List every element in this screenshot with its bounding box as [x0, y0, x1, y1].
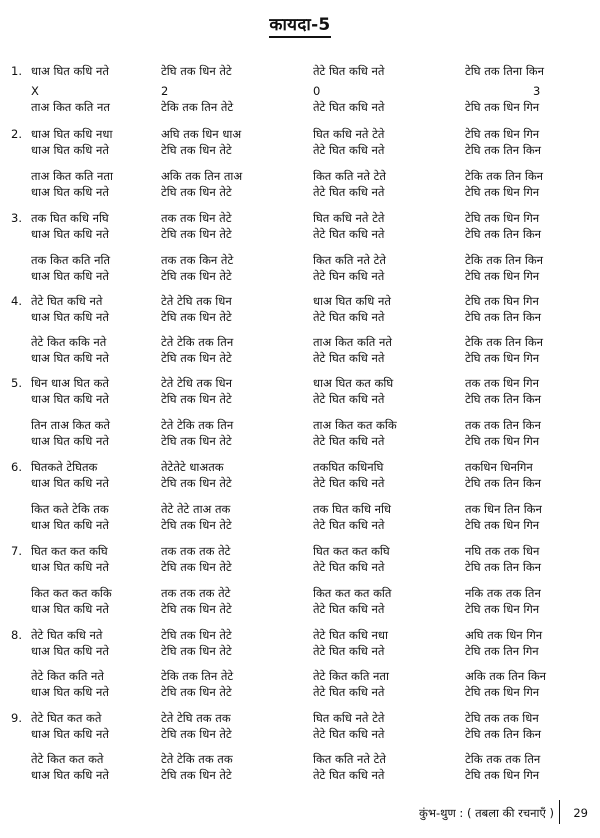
bol-phrase: धाअ घित कधि नते: [31, 768, 109, 782]
bol-phrase: टेघि तक धिन तेटे: [161, 560, 232, 574]
kayda-row: [0, 334, 600, 351]
bol-phrase: टेघि तक धिन गिन: [465, 602, 540, 616]
bol-phrase: तेटे घित कधि नते: [313, 434, 385, 448]
bol-phrase: तेटे कित कत कते: [31, 752, 104, 766]
bol-phrase: ताअ कित कति नत: [31, 100, 110, 114]
bol-phrase: टेघि तक धिन तेटे: [161, 310, 232, 324]
bol-phrase: अकि तक तिन ताअ: [161, 169, 243, 183]
kayda-row: [0, 99, 600, 116]
bol-phrase: टेकि तक तिन तेटे: [161, 669, 234, 683]
bol-phrase: घित कधि नते टेते: [313, 711, 385, 725]
bol-phrase: धाअ घित कधि नते: [31, 476, 109, 490]
bol-phrase: टेकि तक तिन किन: [465, 253, 544, 267]
footer-divider: [559, 800, 561, 824]
footer-book-title: कुंभ-थुण : ( तबला की रचनाएँ ): [419, 806, 554, 820]
bol-phrase: धाअ घित कधि नते: [313, 294, 391, 308]
tala-marker: 3: [533, 84, 541, 98]
bol-phrase: टेघि तक धिन तेटे: [161, 518, 232, 532]
bol-phrase: धाअ घित कत कघि: [313, 376, 394, 390]
bol-phrase: तेटे कित ककि नते: [31, 335, 107, 349]
bol-phrase: घितकते टेघितक: [31, 460, 98, 474]
bol-phrase: तेटे घित कत कते: [31, 711, 102, 725]
row-number: 6.: [11, 460, 22, 474]
bol-phrase: तकधिन धिनगिन: [465, 460, 533, 474]
bol-phrase: धाअ घित कधि नते: [31, 269, 109, 283]
bol-phrase: टेते टेकि तक तिन: [161, 418, 234, 432]
kayda-row: [0, 293, 600, 310]
bol-phrase: तेटे घित कधि नते: [313, 143, 385, 157]
bol-phrase: घित कधि नते टेते: [313, 127, 385, 141]
kayda-row: [0, 433, 600, 450]
bol-phrase: तक तक किन तेटे: [161, 253, 234, 267]
bol-phrase: तक तक धिन तेटे: [161, 211, 232, 225]
bol-phrase: टेकि तक तिन किन: [465, 335, 544, 349]
bol-phrase: घित कत कत कघि: [31, 544, 108, 558]
bol-phrase: तेटे कित कति नता: [313, 669, 389, 683]
bol-phrase: टेघि तक धिन गिन: [465, 127, 540, 141]
bol-phrase: तकघित कधिनघि: [313, 460, 384, 474]
bol-phrase: तक तक तिन किन: [465, 418, 541, 432]
bol-phrase: कित कते टेकि तक: [31, 502, 109, 516]
bol-phrase: टेघि तक धिन गिन: [465, 185, 540, 199]
bol-phrase: तक घित कधि नघि: [31, 211, 109, 225]
bol-phrase: नघि तक तक धिन: [465, 544, 540, 558]
kayda-row: [0, 350, 600, 367]
kayda-row: [0, 601, 600, 618]
kayda-row: [0, 210, 600, 227]
bol-phrase: टेघि तक तिन किन: [465, 310, 542, 324]
bol-phrase: धाअ घित कधि नते: [31, 64, 109, 78]
row-number: 1.: [11, 64, 22, 78]
bol-phrase: टेघि तक धिन गिन: [465, 685, 540, 699]
bol-phrase: टेकि तक तिन किन: [465, 169, 544, 183]
row-number: 4.: [11, 294, 22, 308]
row-number: 7.: [11, 544, 22, 558]
bol-phrase: तक तक तक तेटे: [161, 544, 231, 558]
kayda-row: [0, 417, 600, 434]
kayda-row: [0, 252, 600, 269]
bol-phrase: तक तक धिन गिन: [465, 376, 540, 390]
page-number: 29: [573, 806, 588, 820]
row-number: 3.: [11, 211, 22, 225]
kayda-row: [0, 391, 600, 408]
bol-phrase: धाअ घित कधि नते: [31, 602, 109, 616]
kayda-row: [0, 543, 600, 560]
bol-phrase: तेटे घित कधि नते: [313, 310, 385, 324]
kayda-row: [0, 168, 600, 185]
bol-phrase: टेते टेघि तक तक: [161, 711, 231, 725]
tala-marker: 0: [313, 84, 321, 98]
bol-phrase: धाअ घित कधि नते: [31, 434, 109, 448]
bol-phrase: टेघि तक धिन तेटे: [161, 434, 232, 448]
bol-phrase: टेकि तक तक तिन: [465, 752, 541, 766]
bol-phrase: तक धिन तिन किन: [465, 502, 542, 516]
bol-phrase: तक कित कति नति: [31, 253, 110, 267]
page-title-text: कायदा-5: [269, 15, 330, 38]
bol-phrase: टेघि तक तिन किन: [465, 227, 542, 241]
kayda-row: [0, 710, 600, 727]
bol-phrase: तेटे घित कधि नते: [313, 392, 385, 406]
bol-phrase: धाअ घित कधि नते: [31, 644, 109, 658]
bol-phrase: टेघि तक तिना किन: [465, 64, 545, 78]
kayda-row: [0, 268, 600, 285]
bol-phrase: तेटे घित कधि नते: [31, 628, 103, 642]
bol-phrase: तक घित कधि नधि: [313, 502, 391, 516]
bol-phrase: धाअ घित कधि नधा: [31, 127, 113, 141]
bol-phrase: तेटे घित कधि नते: [313, 727, 385, 741]
bol-phrase: टेघि तक धिन गिन: [465, 269, 540, 283]
bol-phrase: ताअ कित कति नता: [31, 169, 113, 183]
bol-phrase: तेटेतेटे धाअतक: [161, 460, 224, 474]
bol-phrase: धिन धाअ घित कते: [31, 376, 109, 390]
bol-phrase: टेते टेकि तक तिन: [161, 335, 234, 349]
kayda-row: [0, 585, 600, 602]
bol-phrase: टेते टेकि तक तक: [161, 752, 233, 766]
bol-phrase: टेघि तक धिन तेटे: [161, 628, 232, 642]
bol-phrase: तेटे घित कधि नते: [313, 560, 385, 574]
bol-phrase: टेघि तक तिन किन: [465, 392, 542, 406]
kayda-row: [0, 668, 600, 685]
bol-phrase: टेकि तक तिन तेटे: [161, 100, 234, 114]
bol-phrase: अकि तक तिन किन: [465, 669, 547, 683]
bol-phrase: घित कधि नते टेते: [313, 211, 385, 225]
bol-phrase: धाअ घित कधि नते: [31, 685, 109, 699]
bol-phrase: टेघि तक तिन किन: [465, 560, 542, 574]
kayda-row: [0, 627, 600, 644]
bol-phrase: धाअ घित कधि नते: [31, 727, 109, 741]
kayda-row: [0, 375, 600, 392]
bol-phrase: तेटे घित कधि नते: [313, 644, 385, 658]
bol-phrase: टेघि तक धिन तेटे: [161, 185, 232, 199]
bol-phrase: टेघि तक धिन गिन: [465, 351, 540, 365]
bol-phrase: तेटे घित कधि नते: [313, 685, 385, 699]
bol-phrase: तेटे घित कधि नते: [313, 185, 385, 199]
bol-phrase: टेघि तक धिन गिन: [465, 434, 540, 448]
bol-phrase: धाअ घित कधि नते: [31, 518, 109, 532]
bol-phrase: तेटे घित कधि नते: [313, 351, 385, 365]
bol-phrase: टेघि तक धिन तेटे: [161, 64, 232, 78]
bol-phrase: टेघि तक धिन गिन: [465, 100, 540, 114]
bol-phrase: टेघि तक धिन तेटे: [161, 269, 232, 283]
bol-phrase: टेघि तक धिन तेटे: [161, 602, 232, 616]
bol-phrase: टेघि तक धिन तेटे: [161, 476, 232, 490]
bol-phrase: धाअ घित कधि नते: [31, 310, 109, 324]
kayda-row: [0, 751, 600, 768]
bol-phrase: टेघि तक धिन तेटे: [161, 727, 232, 741]
bol-phrase: अघि तक धिन धाअ: [161, 127, 242, 141]
bol-phrase: टेघि तक घिन गिन: [465, 294, 539, 308]
bol-phrase: टेते टेघि तक धिन: [161, 294, 232, 308]
kayda-row: [0, 309, 600, 326]
bol-phrase: धाअ घित कधि नते: [31, 143, 109, 157]
bol-phrase: ताअ कित कति नते: [313, 335, 392, 349]
bol-phrase: नकि तक तक तिन: [465, 586, 541, 600]
tala-marker: X: [31, 84, 39, 98]
bol-phrase: टेघि तक धिन तेटे: [161, 227, 232, 241]
bol-phrase: टेघि तक धिन तेटे: [161, 351, 232, 365]
bol-phrase: कित कति नते टेते: [313, 752, 386, 766]
bol-phrase: टेघि तक तक धिन: [465, 711, 539, 725]
bol-phrase: तेटे घित कधि नते: [31, 294, 103, 308]
bol-phrase: धाअ घित कधि नते: [31, 185, 109, 199]
bol-phrase: तेटे घित कधि नते: [313, 476, 385, 490]
row-number: 9.: [11, 711, 22, 725]
kayda-row: [0, 226, 600, 243]
bol-phrase: टेघि तक तिन किन: [465, 727, 542, 741]
bol-phrase: टेघि तक धिन गिन: [465, 768, 540, 782]
bol-phrase: कित कति नते टेते: [313, 169, 386, 183]
kayda-row: [0, 63, 600, 80]
bol-phrase: टेघि तक धिन गिन: [465, 518, 540, 532]
bol-phrase: टेघि तक धिन तेटे: [161, 768, 232, 782]
bol-phrase: तेटे घित कधि नते: [313, 602, 385, 616]
kayda-row: [0, 559, 600, 576]
bol-phrase: तेटे घिन कधि नते: [313, 269, 385, 283]
bol-phrase: टेघि तक तिन गिन: [465, 644, 539, 658]
bol-phrase: तेटे घित कधि नते: [313, 100, 385, 114]
kayda-row: [0, 475, 600, 492]
kayda-row: [0, 767, 600, 784]
bol-phrase: टेघि तक धिन तेटे: [161, 143, 232, 157]
bol-phrase: कित कति नते टेते: [313, 253, 386, 267]
row-number: 2.: [11, 127, 22, 141]
bol-phrase: कित कत कत ककि: [31, 586, 112, 600]
kayda-row: [0, 126, 600, 143]
kayda-row: [0, 459, 600, 476]
bol-phrase: धाअ घित कधि नते: [31, 560, 109, 574]
bol-phrase: टेघि तक धिन गिन: [465, 211, 540, 225]
bol-phrase: टेघि तक धिन तेटे: [161, 644, 232, 658]
bol-phrase: तेटे कित कति नते: [31, 669, 104, 683]
bol-phrase: कित कत कत कति: [313, 586, 392, 600]
bol-phrase: तेटे घित कधि नते: [313, 227, 385, 241]
kayda-row: [0, 501, 600, 518]
kayda-row: [0, 184, 600, 201]
bol-phrase: तेटे तेटे ताअ तक: [161, 502, 231, 516]
row-number: 8.: [11, 628, 22, 642]
bol-phrase: ताअ कित कत ककि: [313, 418, 397, 432]
bol-phrase: तिन ताअ कित कते: [31, 418, 110, 432]
bol-phrase: तेटे घित कधि नते: [313, 768, 385, 782]
bol-phrase: टेघि तक धिन तेटे: [161, 685, 232, 699]
kayda-row: [0, 83, 600, 100]
bol-phrase: तेटे घित कधि नते: [313, 518, 385, 532]
bol-phrase: धाअ घित कधि नते: [31, 227, 109, 241]
tala-marker: 2: [161, 84, 169, 98]
bol-phrase: तेटे घित कधि नते: [313, 64, 385, 78]
kayda-row: [0, 142, 600, 159]
bol-phrase: तेटे घित कधि नधा: [313, 628, 388, 642]
bol-phrase: घित कत कत कघि: [313, 544, 390, 558]
bol-phrase: टेघि तक तिन किन: [465, 476, 542, 490]
bol-phrase: तक तक तक तेटे: [161, 586, 231, 600]
bol-phrase: टेते टेधि तक धिन: [161, 376, 232, 390]
bol-phrase: अघि तक धिन गिन: [465, 628, 543, 642]
kayda-row: [0, 684, 600, 701]
bol-phrase: धाअ घित कधि नते: [31, 351, 109, 365]
kayda-row: [0, 726, 600, 743]
row-number: 5.: [11, 376, 22, 390]
kayda-row: [0, 643, 600, 660]
bol-phrase: टेघि तक तिन किन: [465, 143, 542, 157]
bol-phrase: धाअ घित कधि नते: [31, 392, 109, 406]
bol-phrase: टेघि तक धिन तेटे: [161, 392, 232, 406]
kayda-row: [0, 517, 600, 534]
